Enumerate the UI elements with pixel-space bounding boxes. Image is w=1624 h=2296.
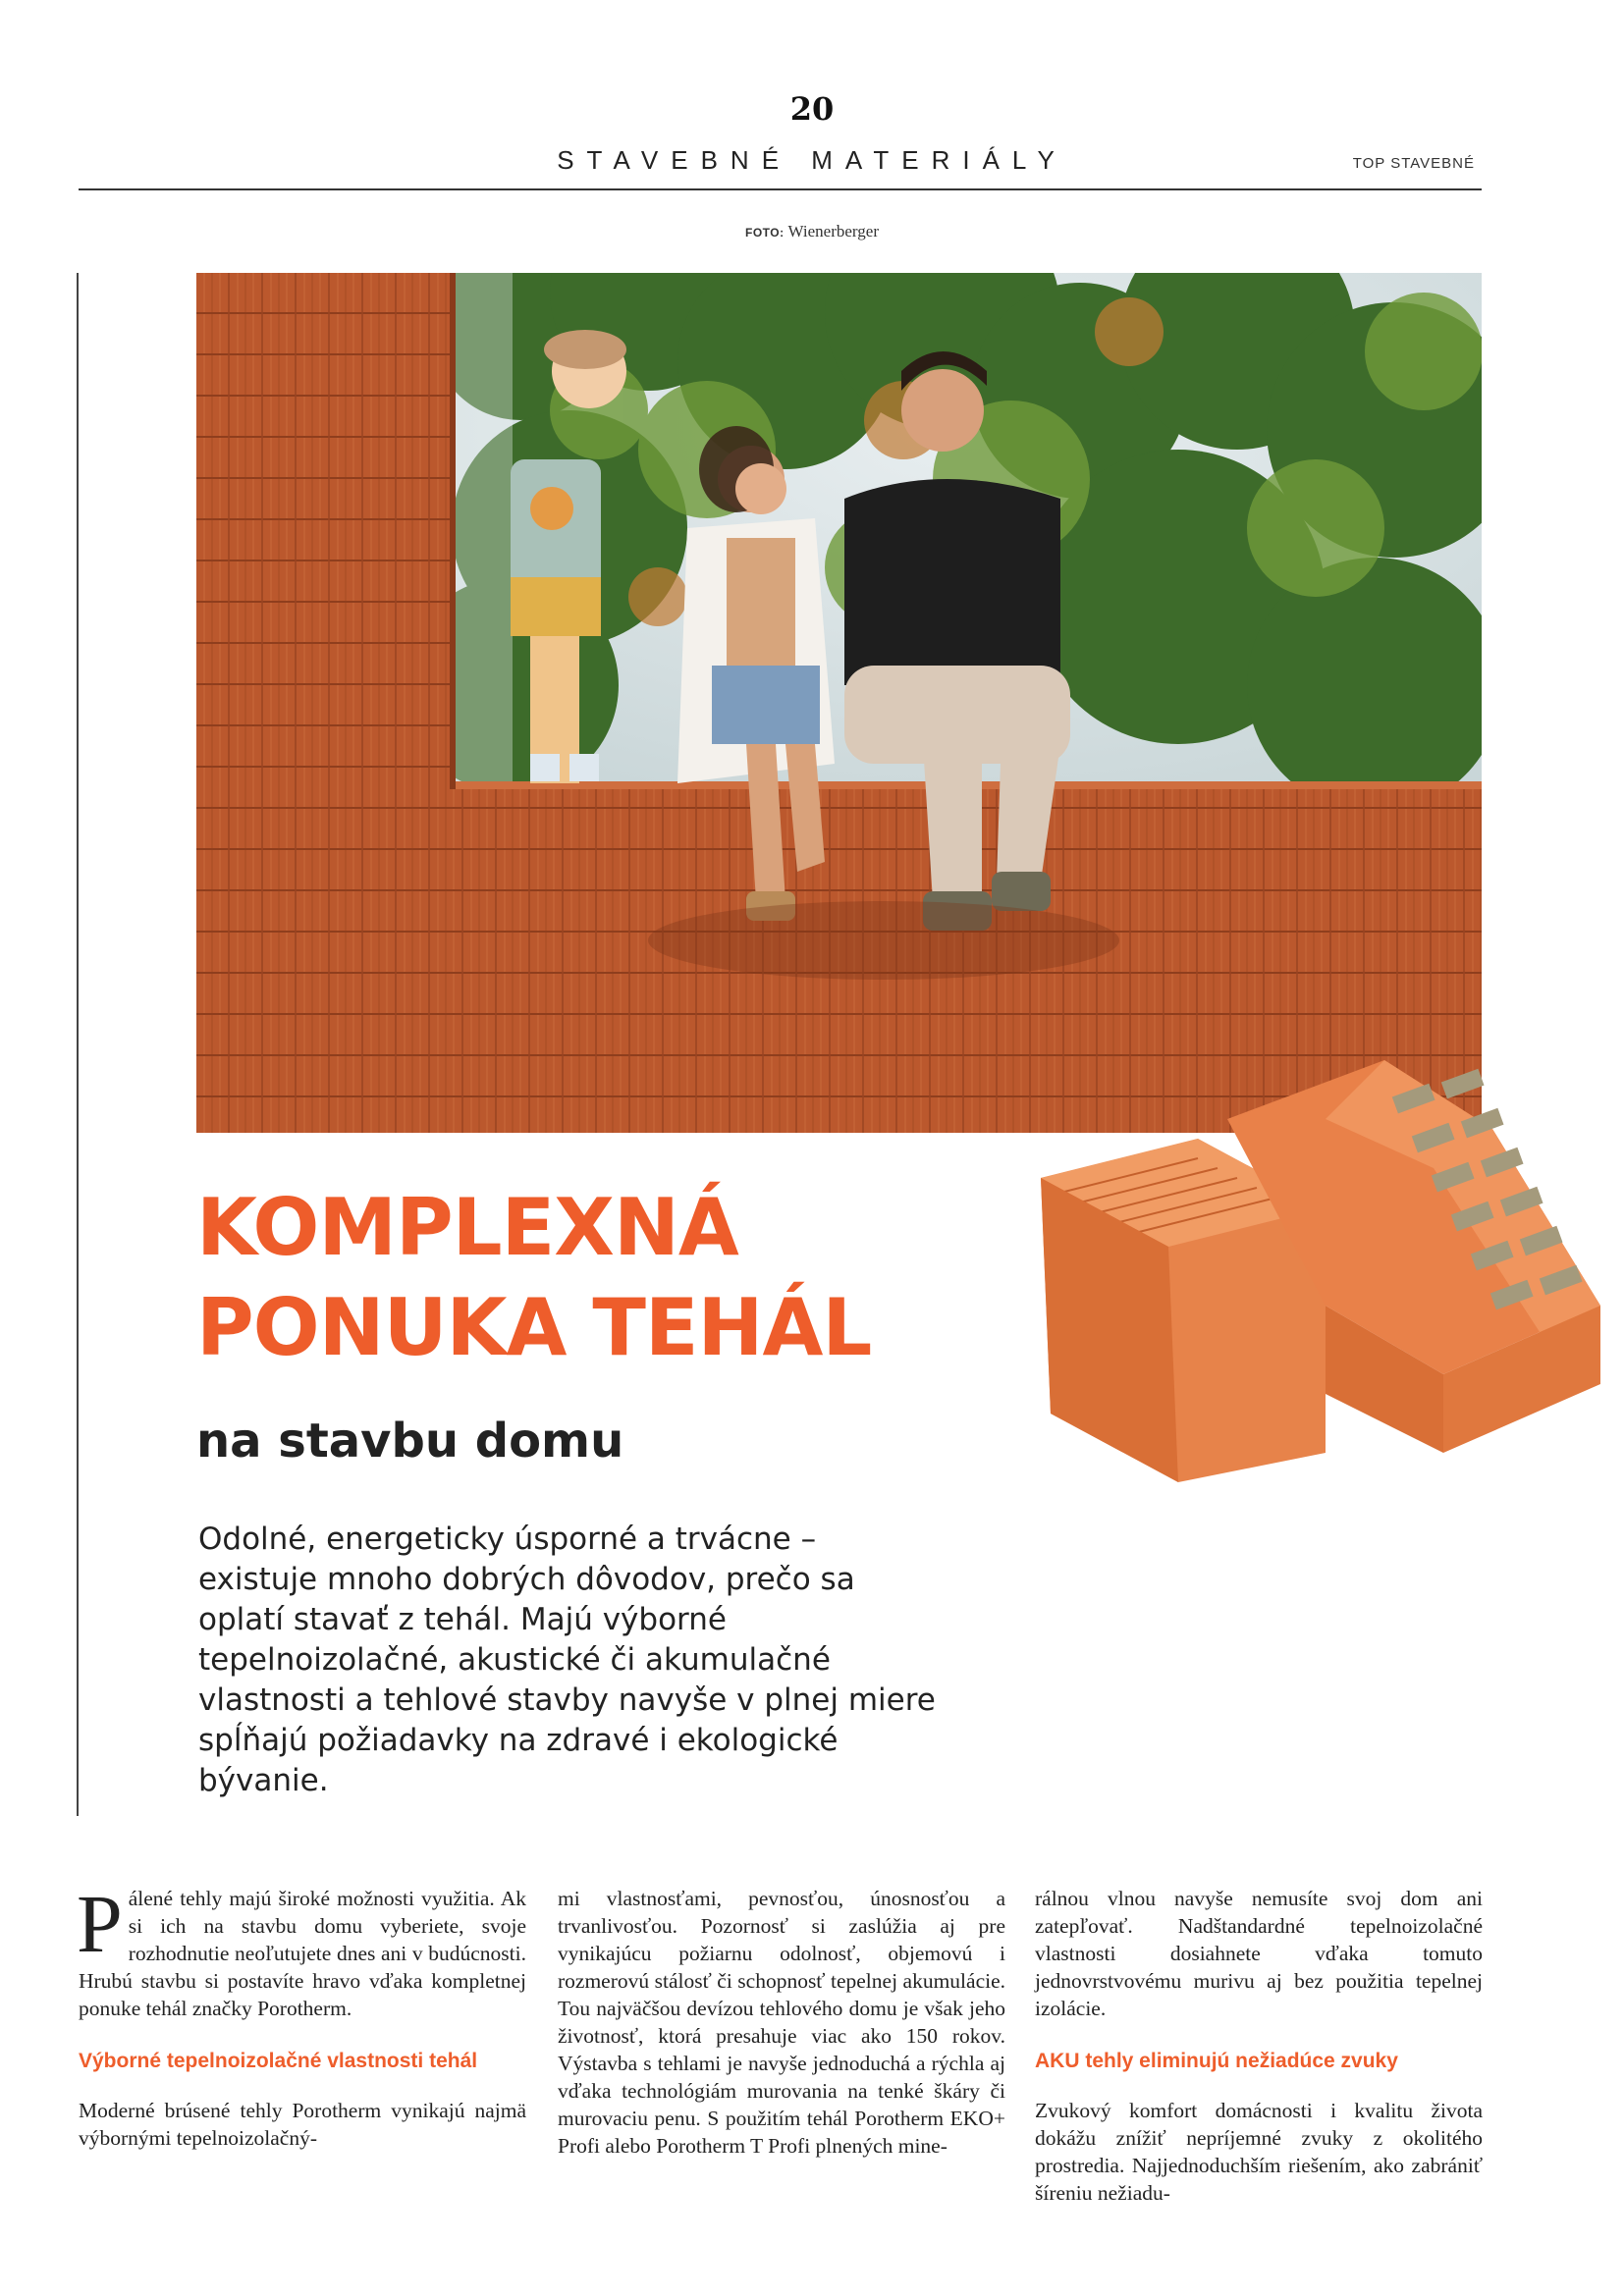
section-title: STAVEBNÉ MATERIÁLY bbox=[557, 145, 1067, 175]
article-title bbox=[196, 1178, 871, 1378]
drop-cap: P bbox=[77, 1879, 123, 1970]
article-lead: Odolné, energeticky úsporné a trvácne – existuje mnoho dobrých dôvodov, prečo sa oplatí stavať z tehál. Majú výborné tepelnoizolačné, akustické či akumulačné vlastnosti a tehlové stavby navyše v plnej miere spĺňajú požiadavky na zdravé i ekologické bývanie. bbox=[198, 1522, 936, 1798]
article-title-line-1: KOMPLEXNÁ bbox=[196, 1182, 738, 1273]
paragraph: mi vlastnosťami, pevnosťou, únosnosťou a trvanlivosťou. Pozornosť si zaslúžia aj pre vynikajúcu požiarnu odolnosť, objemovú i rozmerovú stálosť či schopnosť tepelnej akumulácie. Tou najväčšou devízou tehlového domu je však jeho životnosť, ktorá presahuje viac ako 150 rokov. Výstavba s tehlami je navyše jednoduchá a rýchla aj vďaka technológiám murovania na tenké škáry či murovaciu penu. S použitím tehál Porotherm EKO+ Profi alebo Porotherm T Profi plnených mine- bbox=[558, 1887, 1005, 2158]
article-title-line-2: PONUKA TEHÁL bbox=[196, 1282, 872, 1373]
paragraph: rálnou vlnou navyše nemusíte svoj dom ani zatepľovať. Nadštandardné tepelnoizolačné vlastnosti dosiahnete vďaka tomuto jednovrstvovému murivu aj bez použitia tepelnej izolácie. bbox=[1035, 1887, 1483, 2020]
section-heading: Výborné tepelnoizolačné vlastnosti tehál bbox=[79, 2050, 478, 2072]
paragraph-text: álené tehly majú široké možnosti využitia. Ak si ich na stavbu domu vyberiete, svoje rozhodnutie neoľutujete dnes ani v budúcnosti. Hrubú stavbu si postavíte hravo vďaka kompletnej ponuke tehál značky Porotherm. bbox=[79, 1887, 526, 2020]
section-heading: AKU tehly eliminujú nežiadúce zvuky bbox=[1035, 2050, 1398, 2072]
photo-credit bbox=[0, 222, 1624, 241]
paragraph: Moderné brúsené tehly Porotherm vynikajú najmä výbornými tepelnoizolačný- bbox=[79, 2099, 526, 2150]
photo-credit-label: FOTO: bbox=[744, 226, 785, 240]
paragraph bbox=[77, 1879, 526, 2022]
header-rule bbox=[79, 188, 1482, 190]
hero-photo bbox=[196, 273, 1482, 1133]
text-column-1 bbox=[77, 1879, 526, 2152]
text-column-3 bbox=[1035, 1885, 1483, 2207]
paragraph: Zvukový komfort domácnosti i kvalitu života dokážu znížiť nepríjemné zvuky z okolitého prostredia. Najjednoduchším riešením, ako zabrániť šíreniu nežiadu- bbox=[1035, 2099, 1483, 2205]
page-number: 20 bbox=[789, 90, 835, 128]
vertical-rule bbox=[77, 273, 79, 1816]
article-subtitle: na stavbu domu bbox=[196, 1414, 624, 1468]
brick-product-image bbox=[1031, 1021, 1600, 1492]
photo-credit-name: Wienerberger bbox=[787, 222, 879, 240]
text-column-2 bbox=[558, 1885, 1005, 2160]
magazine-label: TOP STAVEBNÉ bbox=[1352, 155, 1475, 172]
